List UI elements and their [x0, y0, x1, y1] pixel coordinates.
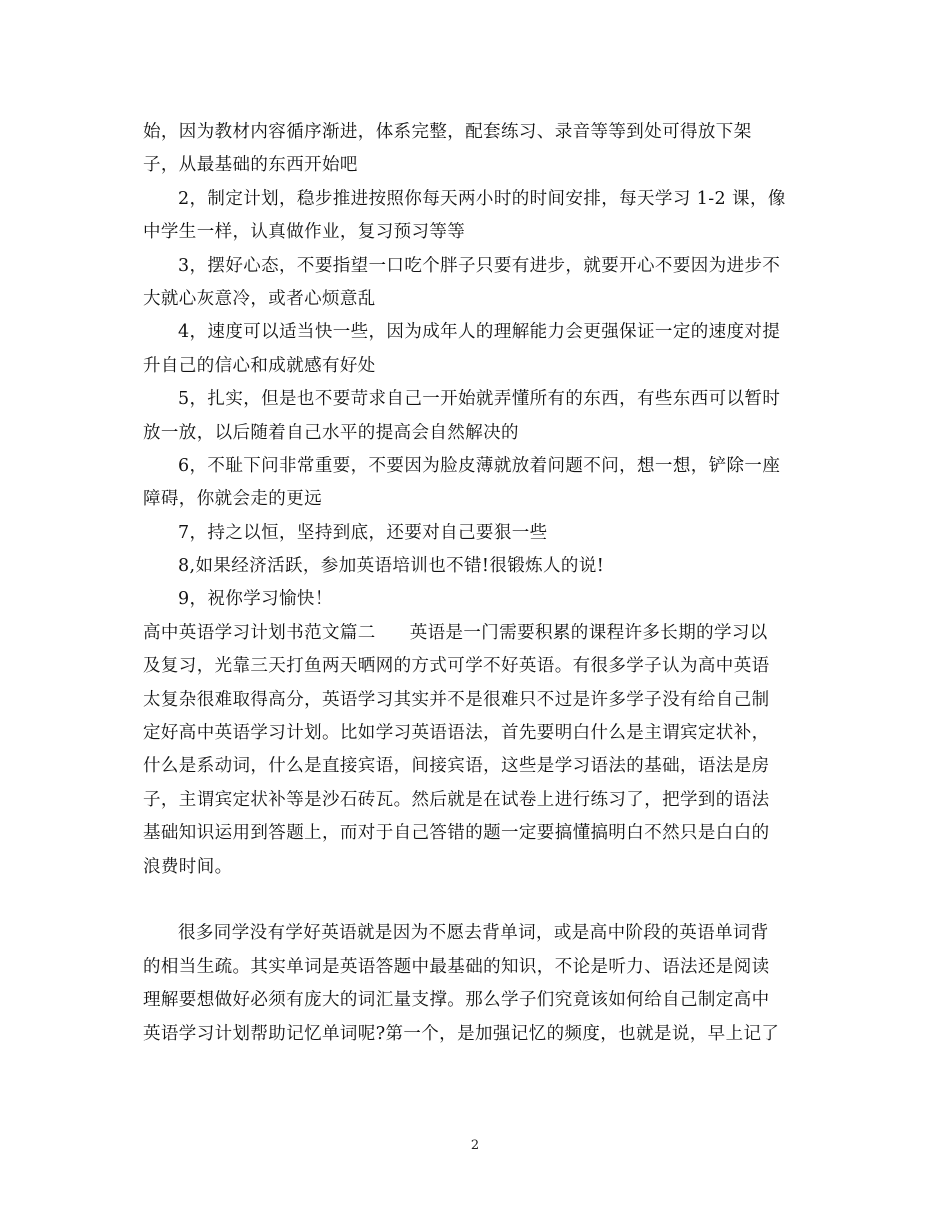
- section-heading-title: 高中英语学习计划书范文篇二: [143, 622, 376, 643]
- text-line: 浪费时间。: [143, 856, 233, 877]
- text-line: 5，扎实，但是也不要苛求自己一开始就弄懂所有的东西，有些东西可以暂时: [178, 389, 781, 410]
- text-line: [143, 884, 808, 917]
- paragraphs-section-two: [143, 650, 808, 1051]
- text-line: 2，制定计划，稳步推进按照你每天两小时的时间安排，每天学习 1-2 课，像: [178, 188, 786, 209]
- text-line: 子，主谓宾定状补等是沙石砖瓦。然后就是在试卷上进行练习了，把学到的语法: [143, 789, 770, 810]
- text-line: 的相当生疏。其实单词是英语答题中最基础的知识，不论是听力、语法还是阅读: [143, 956, 770, 977]
- text-line: 障碍，你就会走的更远: [143, 489, 322, 510]
- text-line: 6，不耻下问非常重要，不要因为脸皮薄就放着问题不问，想一想，铲除一座: [178, 455, 781, 476]
- paragraphs-section-one: [143, 116, 808, 617]
- text-line: 始，因为教材内容循序渐进，体系完整，配套练习、录音等等到处可得放下架: [143, 122, 752, 142]
- text-line: 中学生一样，认真做作业，复习预习等等: [143, 222, 466, 243]
- text-line: 8,如果经济活跃，参加英语培训也不错!很锻炼人的说!: [178, 556, 605, 577]
- text-line: 英语学习计划帮助记忆单词呢?第一个，是加强记忆的频度，也就是说，早上记了: [143, 1023, 780, 1044]
- text-line: 升自己的信心和成就感有好处: [143, 355, 376, 376]
- section-heading-line: [143, 617, 808, 650]
- text-line: 大就心灰意冷，或者心烦意乱: [143, 288, 376, 309]
- text-line: 理解要想做好必须有庞大的词汇量支撑。那么学子们究竟该如何给自己制定高中: [143, 990, 770, 1011]
- text-line: 基础知识运用到答题上，而对于自己答错的题一定要搞懂搞明白不然只是白白的: [143, 823, 770, 844]
- text-line: 放一放，以后随着自己水平的提高会自然解决的: [143, 422, 519, 443]
- text-line: 太复杂很难取得高分，英语学习其实并不是很难只不过是许多学子没有给自己制: [143, 689, 770, 710]
- section-heading-text: 英语是一门需要积累的课程许多长期的学习以: [409, 622, 768, 643]
- text-line: 及复习，光靠三天打鱼两天晒网的方式可学不好英语。有很多学子认为高中英语: [143, 656, 770, 677]
- text-line: 什么是系动词，什么是直接宾语，间接宾语，这些是学习语法的基础，语法是房: [143, 756, 770, 777]
- text-line: 3，摆好心态，不要指望一口吃个胖子只要有进步，就要开心不要因为进步不: [178, 255, 781, 276]
- text-line: 很多同学没有学好英语就是因为不愿去背单词，或是高中阶段的英语单词背: [178, 923, 769, 944]
- text-line: 4，速度可以适当快一些，因为成年人的理解能力会更强保证一定的速度对提: [178, 322, 781, 343]
- document-body: [143, 116, 808, 1051]
- text-line: 定好高中英语学习计划。比如学习英语语法，首先要明白什么是主谓宾定状补，: [143, 723, 770, 744]
- text-line: 子，从最基础的东西开始吧: [143, 155, 358, 176]
- text-line: 7，持之以恒，坚持到底，还要对自己要狠一些: [178, 522, 548, 543]
- text-line: 9，祝你学习愉快！: [178, 589, 333, 610]
- page-number: 2: [470, 1138, 480, 1153]
